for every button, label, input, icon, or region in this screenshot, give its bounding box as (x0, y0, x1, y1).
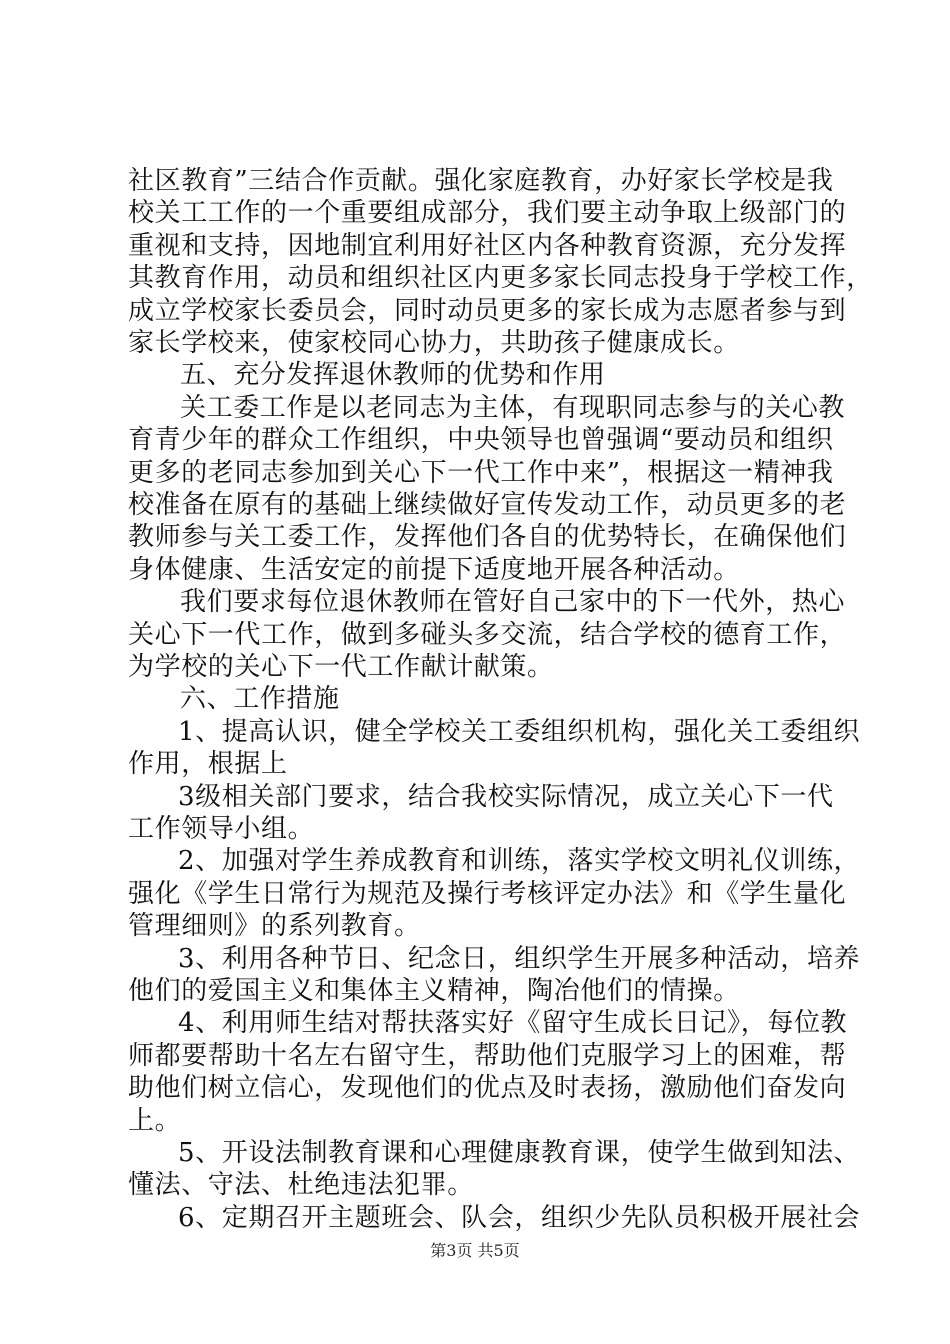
measure-3-line-1: 3、利用各种节日、纪念日，组织学生开展多种活动，培养 (178, 944, 861, 974)
body-line-9: 育青少年的群众工作组织，中央领导也曾强调“要动员和组织 (128, 425, 834, 455)
measure-2-line-2: 强化《学生日常行为规范及操行考核评定办法》和《学生量化 (128, 879, 847, 909)
measure-6-line-1: 6、定期召开主题班会、队会，组织少先队员积极开展社会 (178, 1203, 861, 1233)
measure-1-line-4: 工作领导小组。 (128, 814, 315, 844)
body-line-4: 其教育作用，动员和组织社区内更多家长同志投身于学校工作， (128, 263, 873, 293)
measure-4-line-2: 师都要帮助十名左右留守生，帮助他们克服学习上的困难，帮 (128, 1041, 847, 1071)
body-line-1: 社区教育”三结合作贡献。强化家庭教育，办好家长学校是我 (128, 166, 834, 196)
measure-5-line-2: 懂法、守法、杜绝违法犯罪。 (128, 1170, 474, 1200)
body-line-15: 关心下一代工作，做到多碰头多交流，结合学校的德育工作， (128, 620, 847, 650)
measure-4-line-4: 上。 (128, 1106, 182, 1136)
body-line-5: 成立学校家长委员会，同时动员更多的家长成为志愿者参与到 (128, 296, 847, 326)
page-footer (0, 1240, 950, 1262)
measure-1-line-3: 3级相关部门要求，结合我校实际情况，成立关心下一代 (178, 782, 834, 812)
body-line-14: 我们要求每位退休教师在管好自己家中的下一代外，热心 (180, 587, 846, 617)
measure-2-line-3: 管理细则》的系列教育。 (128, 911, 421, 941)
section-heading-6: 六、工作措施 (180, 684, 340, 714)
measure-3-line-2: 他们的爱国主义和集体主义精神，陶冶他们的情操。 (128, 976, 740, 1006)
body-line-11: 校准备在原有的基础上继续做好宣传发动工作，动员更多的老 (128, 490, 847, 520)
body-line-8: 关工委工作是以老同志为主体，有现职同志参与的关心教 (180, 393, 846, 423)
section-heading-5: 五、充分发挥退休教师的优势和作用 (180, 360, 606, 390)
body-line-6: 家长学校来，使家校同心协力，共助孩子健康成长。 (128, 328, 740, 358)
body-line-2: 校关工工作的一个重要组成部分，我们要主动争取上级部门的 (128, 198, 847, 228)
page-number-info: 第3页 共5页 (430, 1241, 520, 1260)
body-line-10: 更多的老同志参加到关心下一代工作中来”，根据这一精神我 (128, 458, 834, 488)
body-line-3: 重视和支持，因地制宜利用好社区内各种教育资源，充分发挥 (128, 231, 847, 261)
measure-4-line-1: 4、利用师生结对帮扶落实好《留守生成长日记》，每位教 (178, 1008, 848, 1038)
measure-1-line-2: 作用，根据上 (128, 749, 288, 779)
body-line-13: 身体健康、生活安定的前提下适度地开展各种活动。 (128, 555, 740, 585)
measure-2-line-1: 2、加强对学生养成教育和训练，落实学校文明礼仪训练， (178, 846, 861, 876)
body-line-16: 为学校的关心下一代工作献计献策。 (128, 652, 554, 682)
measure-1-line-1: 1、提高认识，健全学校关工委组织机构，强化关工委组织 (178, 717, 861, 747)
measure-4-line-3: 助他们树立信心，发现他们的优点及时表扬，激励他们奋发向 (128, 1073, 847, 1103)
measure-5-line-1: 5、开设法制教育课和心理健康教育课，使学生做到知法、 (178, 1138, 861, 1168)
body-line-12: 教师参与关工委工作，发挥他们各自的优势特长，在确保他们 (128, 522, 847, 552)
